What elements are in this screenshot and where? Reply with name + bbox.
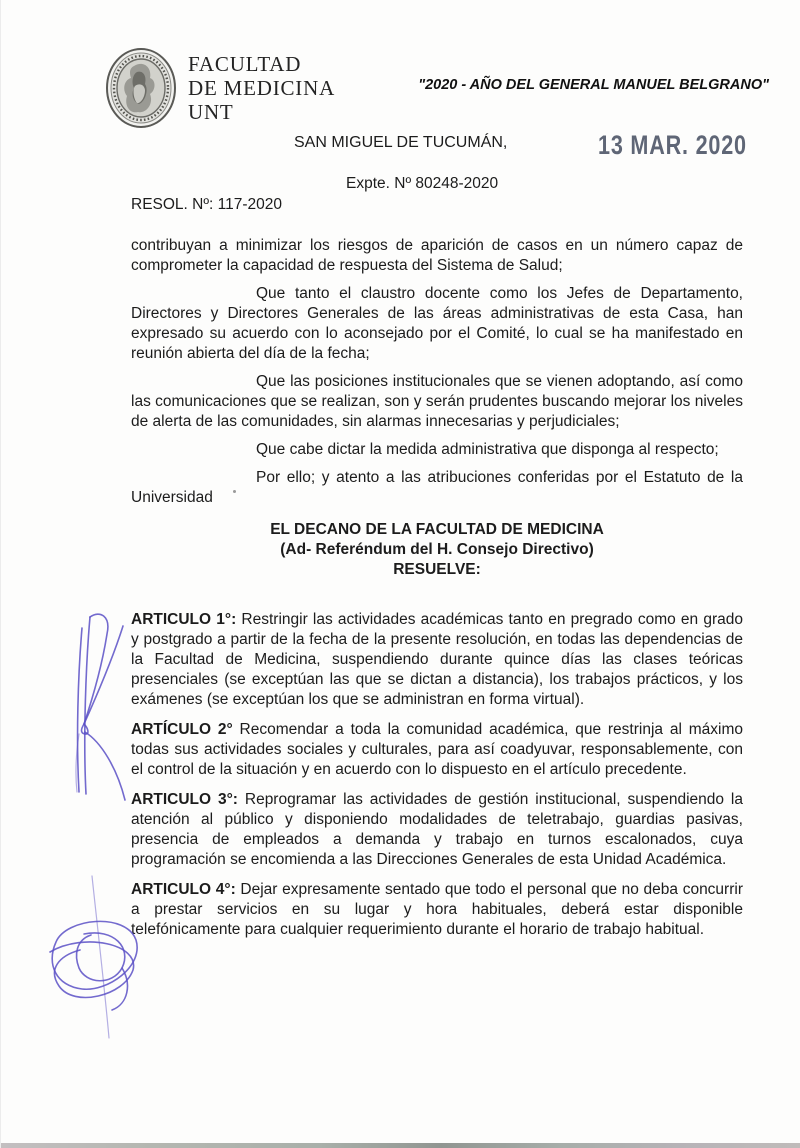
year-motto: "2020 - AÑO DEL GENERAL MANUEL BELGRANO" bbox=[418, 77, 769, 93]
city-date-line: SAN MIGUEL DE TUCUMÁN, bbox=[294, 134, 508, 151]
article-1-label: ARTICULO 1°: bbox=[131, 611, 237, 628]
faculty-name bbox=[188, 46, 335, 124]
article-4-label: ARTICULO 4°: bbox=[131, 881, 236, 898]
article-4 bbox=[131, 880, 743, 940]
article-1 bbox=[131, 610, 743, 710]
decree-heading-line-2: (Ad- Referéndum del H. Consejo Directivo) bbox=[280, 541, 594, 558]
resolution-number: RESOL. Nº: 117-2020 bbox=[131, 196, 282, 213]
decree-heading-line-1: EL DECANO DE LA FACULTAD DE MEDICINA bbox=[270, 521, 604, 538]
document-body bbox=[131, 236, 743, 950]
article-4-text: Dejar expresamente sentado que todo el personal que no deba concurrir a prestar servicios en su lugar y hora habituales, deberá estar disponible telefónicamente para cualquier requerimiento durante el horario de trabajo habitual. bbox=[131, 881, 743, 938]
pen-scribble-margin-1 bbox=[59, 612, 139, 802]
decree-heading-line-3: RESUELVE: bbox=[393, 561, 481, 578]
faculty-name-line-2: DE MEDICINA bbox=[188, 76, 336, 100]
date-stamp: 13 MAR. 2020 bbox=[598, 130, 747, 160]
faculty-name-line-3: UNT bbox=[188, 100, 234, 124]
articles-section bbox=[131, 610, 743, 940]
faculty-seal-icon bbox=[104, 46, 178, 130]
faculty-name-line-1: FACULTAD bbox=[188, 52, 302, 76]
expediente-number: Expte. Nº 80248-2020 bbox=[346, 175, 499, 192]
scan-artifact-bottom-edge bbox=[1, 1143, 800, 1148]
decree-heading bbox=[131, 520, 743, 580]
faculty-logo bbox=[104, 46, 335, 130]
article-1-text: Restringir las actividades académicas tanto en pregrado como en grado y postgrado a partir de la fecha de la presente resolución, en todas las dependencias de la Facultad de Medicina, suspendiendo durante quince días las clases teóricas presenciales (se exceptúan las que se dictan a distancia), los trabajos prácticos, y los exámenes (se exceptúan los que se administran en forma virtual). bbox=[131, 611, 743, 708]
article-3-text: Reprogramar las actividades de gestión institucional, suspendiendo la atención al público y disponiendo modalidades de teletrabajo, guardias pasivas, presencia de empleados a demanda y trabajo en turnos escalonados, cuya programación se encomienda a las Direcciones Generales de esta Unidad Académica. bbox=[131, 791, 743, 868]
article-2-label: ARTÍCULO 2° bbox=[131, 721, 233, 738]
recital-paragraph-2: Que las posiciones institucionales que se vienen adoptando, así como las comunicaciones que se realizan, son y serán prudentes buscando mejorar los niveles de alerta de las comunidades, sin alarmas innecesarias y perjudiciales; bbox=[131, 373, 743, 430]
article-3-label: ARTICULO 3°: bbox=[131, 791, 238, 808]
recital-paragraph-4: Por ello; y atento a las atribuciones conferidas por el Estatuto de la Universidad bbox=[131, 469, 743, 506]
recital-paragraph-1: Que tanto el claustro docente como los Jefes de Departamento, Directores y Directores Generales de las áreas administrativas de esta Casa, han expresado su acuerdo con lo aconsejado por el Comité, lo cual se ha manifestado en reunión abierta del día de la fecha; bbox=[131, 285, 743, 362]
stray-ink-dot bbox=[233, 490, 236, 493]
article-3 bbox=[131, 790, 743, 870]
article-2-text: Recomendar a toda la comunidad académica, que restrinja al máximo todas sus actividades sociales y culturales, para así coadyuvar, responsablemente, con el control de la situación y en acuerdo con lo dispuesto en el artículo precedente. bbox=[131, 721, 744, 778]
intro-paragraph: contribuyan a minimizar los riesgos de aparición de casos en un número capaz de comprometer la capacidad de respuesta del Sistema de Salud; bbox=[131, 237, 743, 274]
article-2 bbox=[131, 720, 743, 780]
recital-paragraph-3: Que cabe dictar la medida administrativa que disponga al respecto; bbox=[256, 441, 719, 458]
